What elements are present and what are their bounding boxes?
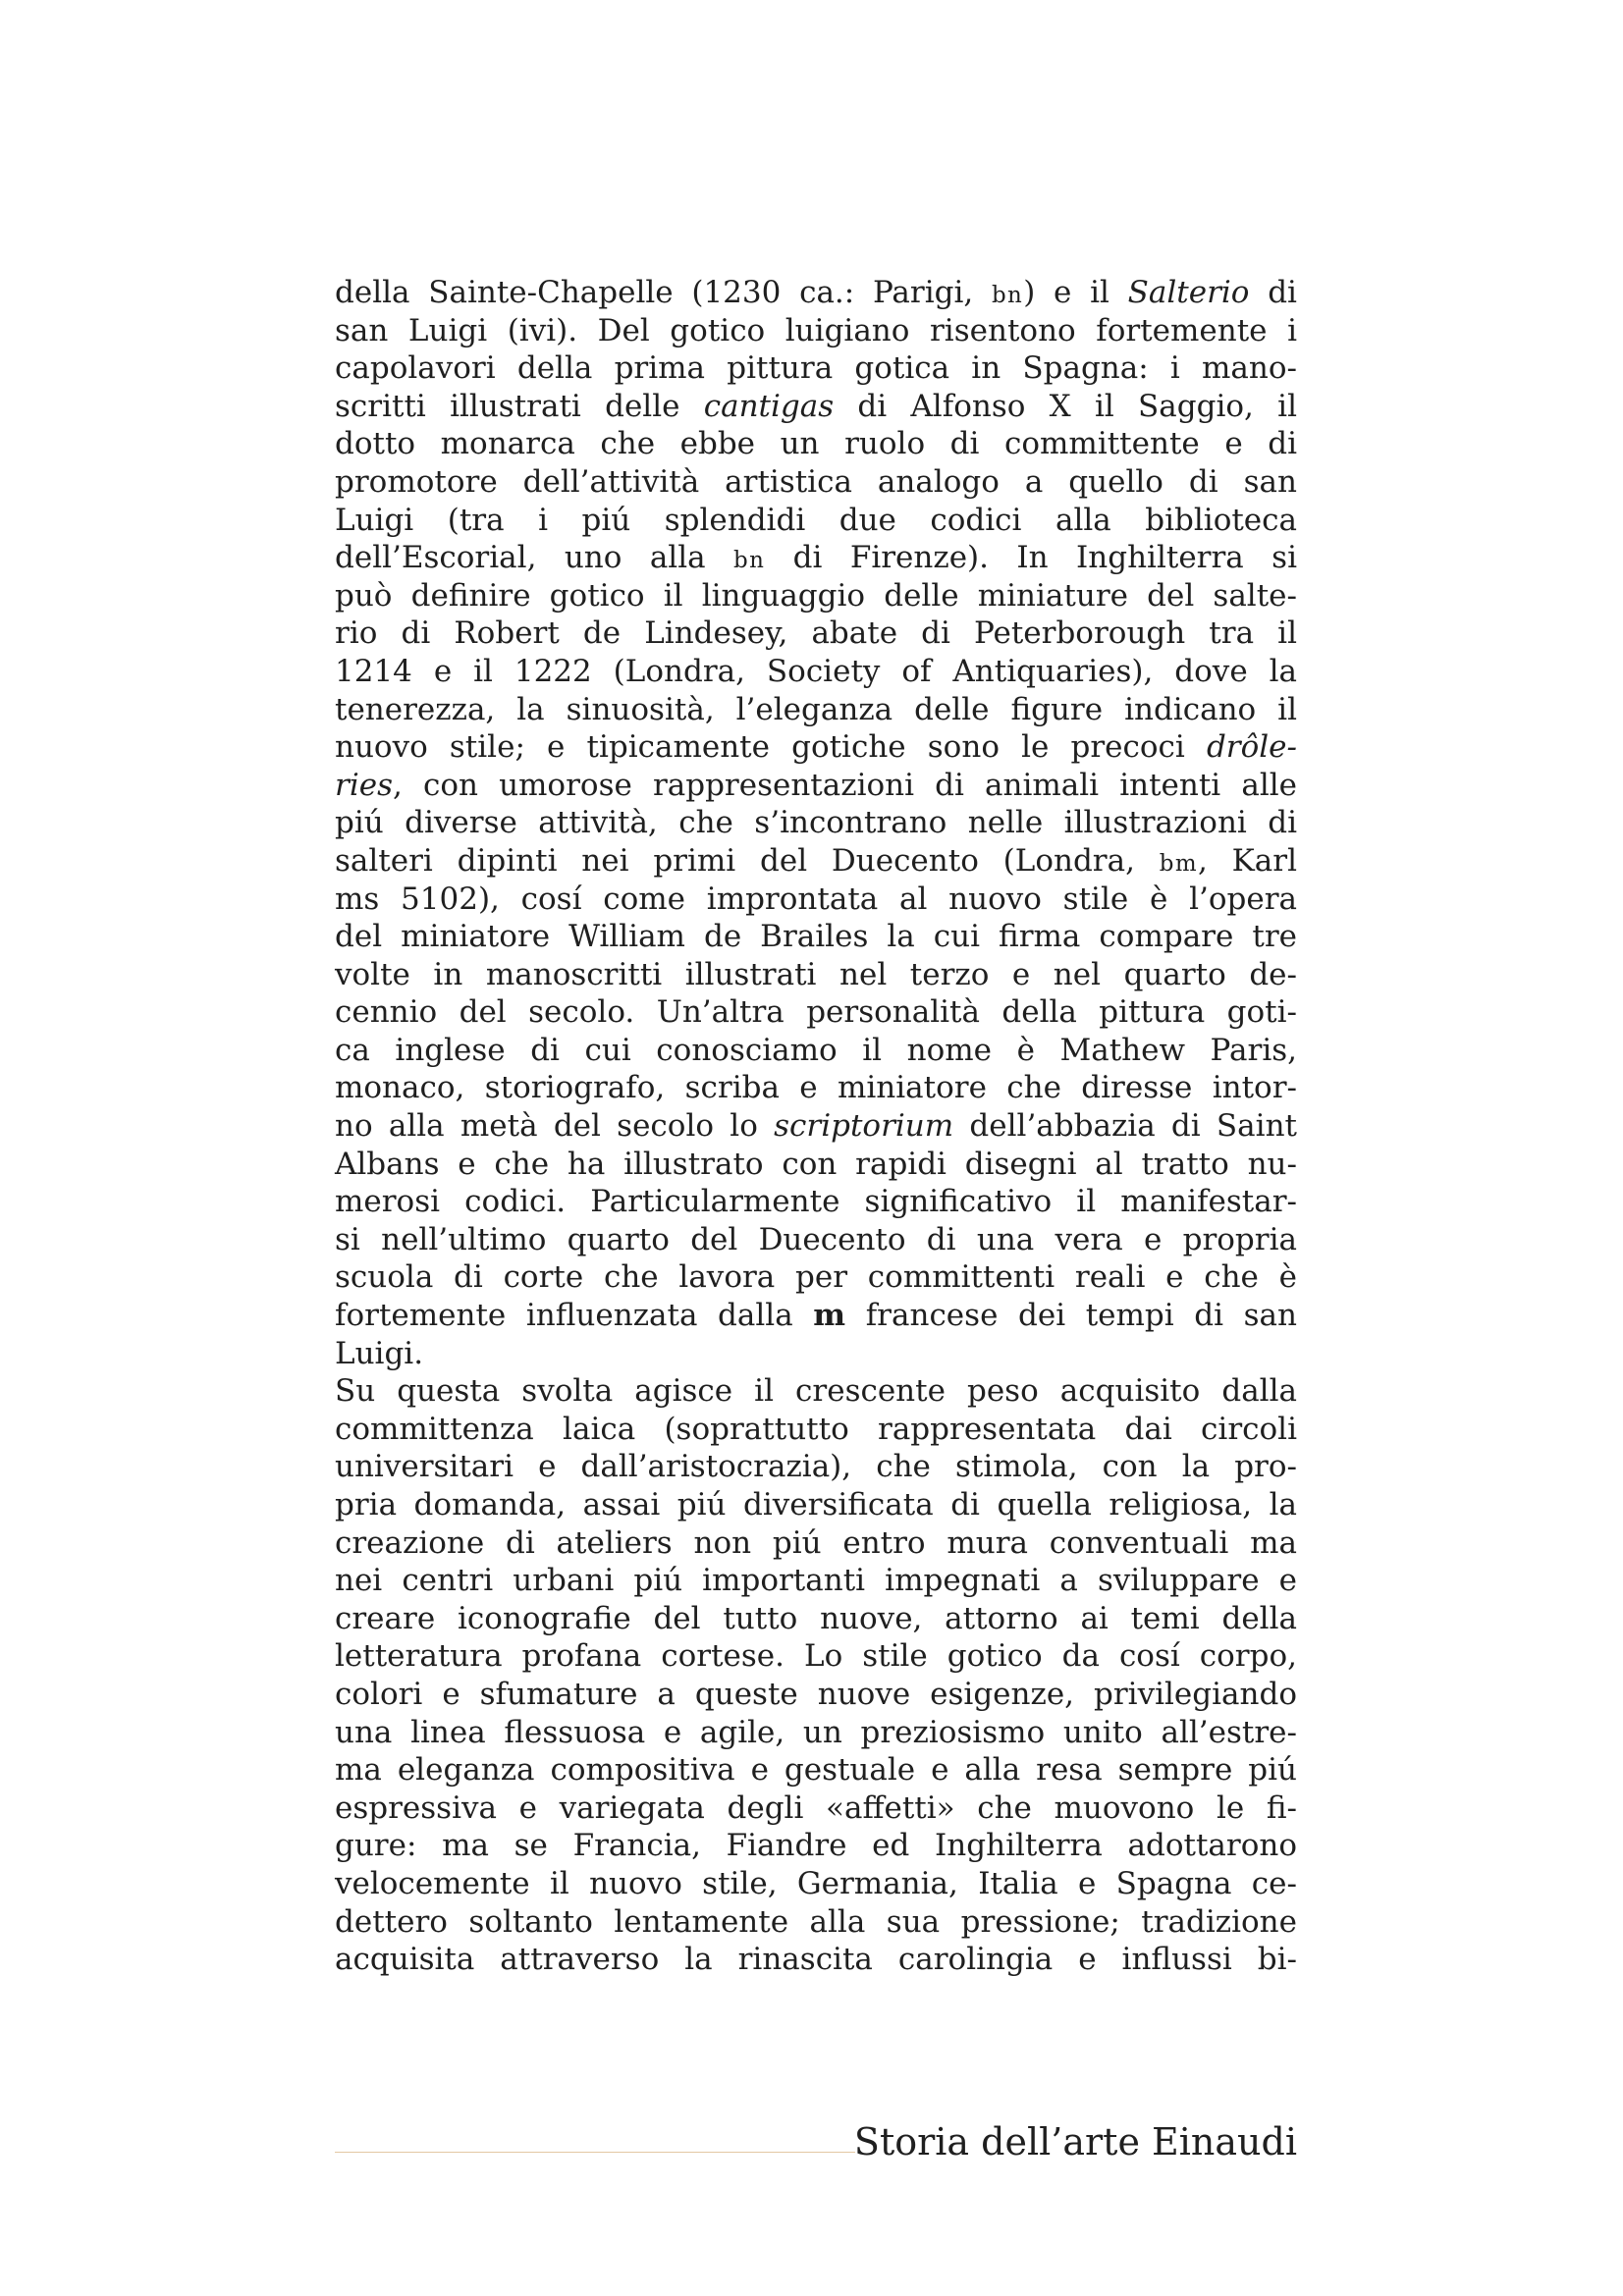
text-line	[335, 1903, 1297, 1942]
small-caps-text: bm	[1159, 850, 1198, 877]
italic-text: drôle-	[1206, 729, 1297, 766]
small-caps-text: bn	[733, 548, 766, 574]
text-run: fortemente influenzata dalla	[335, 1298, 814, 1334]
text-run: scritti illustrati delle	[335, 388, 704, 424]
text-run: salteri dipinti nei primi del Duecento (Londra,	[335, 842, 1160, 879]
text-line	[335, 1335, 1297, 1373]
text-line	[335, 728, 1297, 767]
text-run: Luigi (tra i piú splendidi due codici alla biblioteca	[335, 502, 1297, 538]
text-line	[335, 1032, 1297, 1070]
text-line	[335, 349, 1297, 388]
text-line	[335, 274, 1297, 312]
text-line	[335, 1221, 1297, 1259]
text-run: ca inglese di cui conosciamo il nome è Mathew Paris,	[335, 1032, 1297, 1068]
text-run: Luigi.	[335, 1335, 424, 1371]
text-run: , Karl	[1197, 842, 1297, 879]
text-line	[335, 1714, 1297, 1752]
text-line	[335, 1411, 1297, 1449]
italic-text: Salterio	[1127, 275, 1250, 310]
text-run: colori e sfumature a queste nuove esigenze, privilegiando	[335, 1676, 1297, 1712]
text-line	[335, 1258, 1297, 1297]
text-line	[335, 881, 1297, 919]
text-line	[335, 1146, 1297, 1184]
text-run: dettero soltanto lentamente alla sua pressione; tradizione	[335, 1903, 1297, 1940]
text-run: dotto monarca che ebbe un ruolo di committente e di	[335, 426, 1297, 462]
text-run: di	[1249, 275, 1297, 310]
text-line	[335, 1562, 1297, 1600]
text-run: di Firenze). In Inghilterra si	[765, 540, 1298, 576]
text-run: acquisita attraverso la rinascita carolingia e influssi bi-	[335, 1942, 1297, 1978]
text-run: , con umorose rappresentazioni di animali intenti alle	[393, 767, 1297, 803]
text-line	[335, 1107, 1297, 1146]
text-run: promotore dell’attività artistica analogo a quello di san	[335, 463, 1297, 500]
italic-text: ries	[335, 767, 393, 803]
text-line	[335, 1486, 1297, 1524]
text-line	[335, 1524, 1297, 1563]
text-line	[335, 1941, 1297, 1979]
text-run: si nell’ultimo quarto del Duecento di una vera e propria	[335, 1221, 1297, 1257]
text-line	[335, 1637, 1297, 1676]
text-line	[335, 1183, 1297, 1221]
text-line	[335, 1827, 1297, 1865]
text-run: nuovo stile; e tipicamente gotiche sono le precoci	[335, 729, 1207, 766]
footer-rule	[335, 2152, 855, 2153]
text-run: gure: ma se Francia, Fiandre ed Inghilterra adottarono	[335, 1828, 1297, 1864]
text-line	[335, 577, 1297, 615]
text-run: di Alfonso X il Saggio, il	[834, 388, 1297, 424]
text-line	[335, 691, 1297, 729]
text-run: dell’Escorial, uno alla	[335, 540, 734, 576]
text-line	[335, 1676, 1297, 1714]
text-run: 1214 e il 1222 (Londra, Society of Antiquaries), dove la	[335, 653, 1297, 689]
text-run: committenza laica (soprattutto rappresentata dai circoli	[335, 1411, 1297, 1447]
text-line	[335, 1448, 1297, 1486]
text-line	[335, 956, 1297, 994]
text-run: creare iconografie del tutto nuove, attorno ai temi della	[335, 1600, 1297, 1636]
small-caps-text: bn	[991, 283, 1024, 308]
text-line	[335, 1789, 1297, 1828]
text-line	[335, 1600, 1297, 1638]
text-run: volte in manoscritti illustrati nel terzo e nel quarto de-	[335, 956, 1297, 992]
text-run: Albans e che ha illustrato con rapidi disegni al tratto nu-	[335, 1146, 1297, 1182]
text-line	[335, 388, 1297, 426]
text-line	[335, 1297, 1297, 1335]
text-run: creazione di ateliers non piú entro mura conventuali ma	[335, 1524, 1297, 1561]
text-run: merosi codici. Particularmente significativo il manifestar-	[335, 1184, 1297, 1220]
text-run: ma eleganza compositiva e gestuale e alla resa sempre piú	[335, 1752, 1297, 1789]
text-line	[335, 653, 1297, 691]
page-footer	[335, 2110, 1297, 2169]
bold-text: m	[813, 1298, 846, 1334]
text-line	[335, 1865, 1297, 1903]
text-run: capolavori della prima pittura gotica in Spagna: i mano-	[335, 350, 1297, 387]
text-run: può definire gotico il linguaggio delle miniature del salte-	[335, 577, 1297, 614]
italic-text: scriptorium	[774, 1108, 954, 1145]
text-line	[335, 502, 1297, 540]
text-line	[335, 918, 1297, 956]
text-run: scuola di corte che lavora per committenti reali e che è	[335, 1259, 1297, 1296]
text-line	[335, 614, 1297, 653]
text-run: una linea flessuosa e agile, un preziosismo unito all’estre-	[335, 1714, 1297, 1750]
footer-title: Storia dell’arte Einaudi	[853, 2120, 1297, 2163]
text-line	[335, 804, 1297, 842]
text-run: no alla metà del secolo lo	[335, 1108, 775, 1145]
text-run: rio di Robert de Lindesey, abate di Peterborough tra il	[335, 615, 1297, 652]
text-run: del miniatore William de Brailes la cui firma compare tre	[335, 919, 1297, 955]
text-run: francese dei tempi di san	[845, 1298, 1297, 1334]
text-run: dell’abbazia di Saint	[953, 1108, 1297, 1145]
text-run: velocemente il nuovo stile, Germania, Italia e Spagna ce-	[335, 1865, 1297, 1901]
text-run: cennio del secolo. Un’altra personalità della pittura goti-	[335, 994, 1297, 1031]
text-run: ) e il	[1023, 275, 1128, 310]
text-line	[335, 993, 1297, 1032]
text-line	[335, 1751, 1297, 1789]
text-run: monaco, storiografo, scriba e miniatore che diresse intor-	[335, 1070, 1297, 1106]
text-run: nei centri urbani piú importanti impegnati a sviluppare e	[335, 1563, 1297, 1599]
text-run: della Sainte-Chapelle (1230 ca.: Parigi,	[335, 275, 992, 310]
italic-text: cantigas	[703, 388, 835, 424]
text-run: espressiva e variegata degli «affetti» che muovono le fi-	[335, 1789, 1297, 1826]
body-text	[335, 274, 1297, 1979]
text-line	[335, 842, 1297, 881]
text-line	[335, 1372, 1297, 1411]
text-line	[335, 463, 1297, 502]
text-line	[335, 1069, 1297, 1107]
text-line	[335, 539, 1297, 577]
text-run: san Luigi (ivi). Del gotico luigiano risentono fortemente i	[335, 312, 1297, 348]
text-line	[335, 312, 1297, 350]
text-run: letteratura profana cortese. Lo stile gotico da cosí corpo,	[335, 1638, 1297, 1675]
text-run: tenerezza, la sinuosità, l’eleganza delle figure indicano il	[335, 691, 1297, 727]
text-run: piú diverse attività, che s’incontrano nelle illustrazioni di	[335, 805, 1297, 841]
text-line	[335, 767, 1297, 805]
text-line	[335, 425, 1297, 463]
text-run: pria domanda, assai piú diversificata di quella religiosa, la	[335, 1487, 1297, 1522]
text-run: universitari e dall’aristocrazia), che stimola, con la pro-	[335, 1449, 1297, 1485]
text-run: Su questa svolta agisce il crescente peso acquisito dalla	[335, 1373, 1297, 1410]
text-run: ms 5102), cosí come improntata al nuovo stile è l’opera	[335, 881, 1297, 917]
